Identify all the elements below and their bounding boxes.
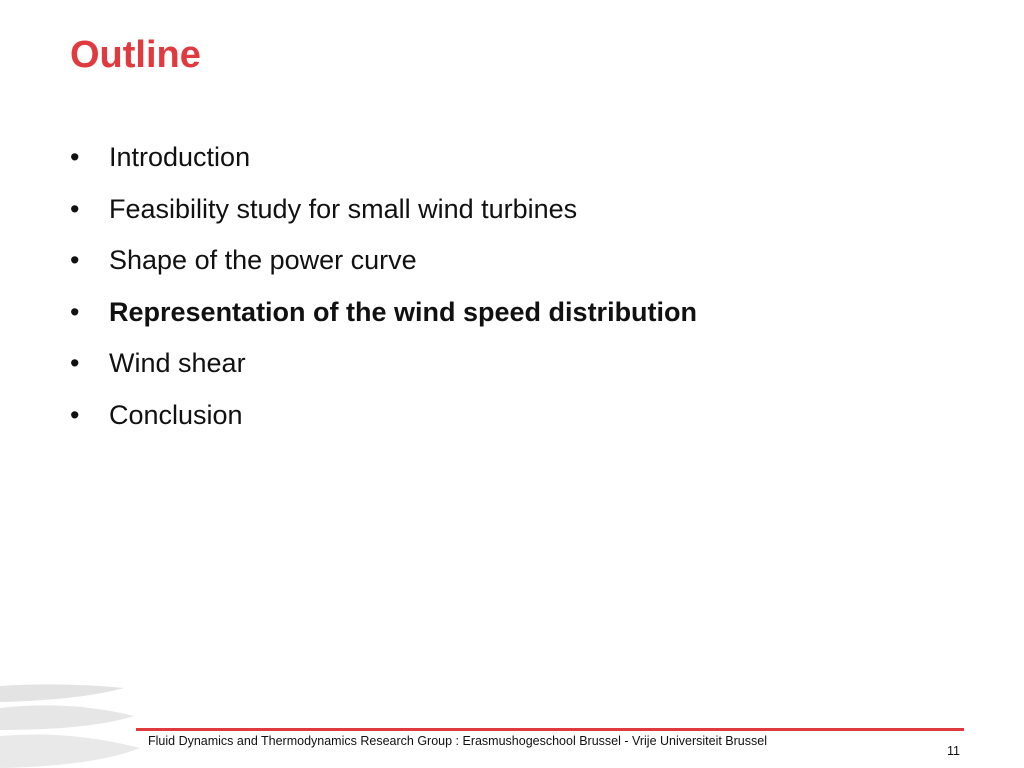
outline-item-label: Conclusion [109,399,243,430]
swoosh-stripe-top [0,684,124,702]
bullet-icon: • [70,142,80,172]
outline-item-label: Feasibility study for small wind turbines [109,193,578,224]
page-number: 11 [947,744,960,758]
outline-item-label-active: Representation of the wind speed distribution [109,296,698,327]
bullet-icon: • [70,296,80,327]
footer-divider [136,728,964,731]
bullet-icon: • [70,193,80,224]
bullet-icon: • [70,348,80,378]
outline-item-label: Shape of the power curve [109,245,417,275]
footer-text: Fluid Dynamics and Thermodynamics Research Group : Erasmushogeschool Brussel - Vrije Universiteit Brussel [148,734,767,748]
slide-title: Outline [70,34,201,76]
bullet-icon: • [70,399,80,430]
outline-item-label: Wind shear [109,348,246,378]
swoosh-stripe-middle [0,705,134,730]
bullet-icon: • [70,245,80,275]
swoosh-stripe-bottom [0,735,140,768]
decorative-swoosh [0,678,140,768]
outline-item-label: Introduction [109,142,251,172]
